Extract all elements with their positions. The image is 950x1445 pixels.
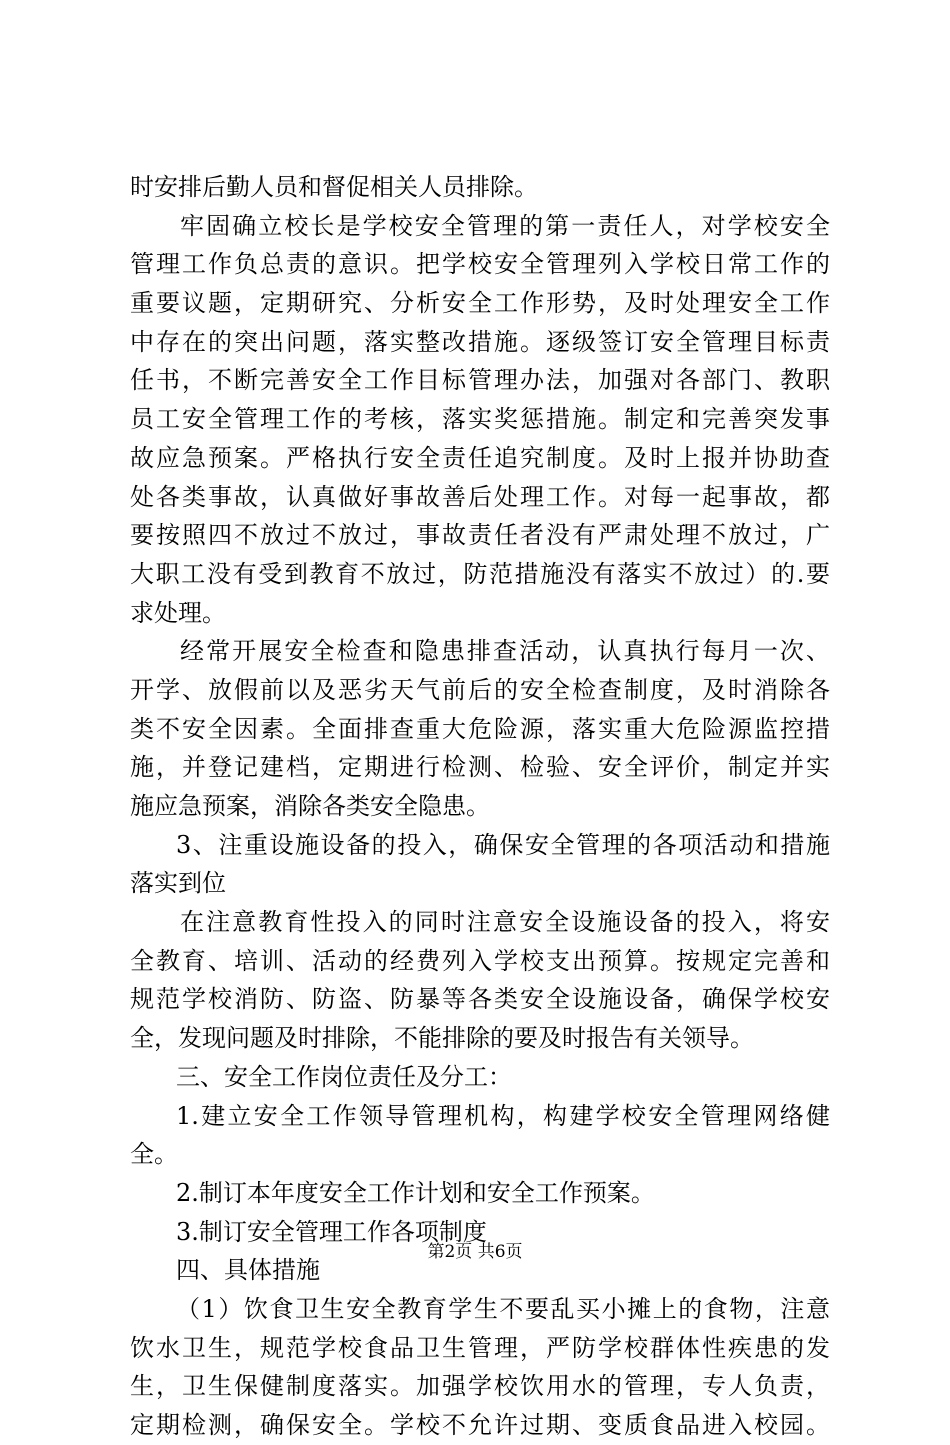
- text-line: 在注意教育性投入的同时注意安全设施设备的投入，将安: [180, 908, 830, 937]
- text-line: 3、注重设施设备的投入，确保安全管理的各项活动和措施: [176, 830, 830, 859]
- text-line: 员工安全管理工作的考核，落实奖惩措施。制定和完善突发事: [130, 405, 830, 434]
- text-line: 1.建立安全工作领导管理机构，构建学校安全管理网络健: [176, 1101, 830, 1130]
- text-line: 开学、放假前以及恶劣天气前后的安全检查制度，及时消除各: [130, 675, 830, 704]
- text-line: 落实到位: [130, 869, 226, 898]
- text-line: 重要议题，定期研究、分析安全工作形势，及时处理安全工作: [130, 289, 830, 318]
- text-line: 3.制订安全管理工作各项制度: [176, 1217, 487, 1246]
- text-line: 管理工作负总责的意识。把学校安全管理列入学校日常工作的: [130, 250, 830, 279]
- text-line: 施应急预案，消除各类安全隐患。: [130, 792, 490, 820]
- text-line: 施，并登记建档，定期进行检测、检验、安全评价，制定并实: [130, 753, 830, 782]
- text-line: 故应急预案。严格执行安全责任追究制度。及时上报并协助查: [130, 443, 830, 472]
- text-line: 四、具体措施: [176, 1256, 320, 1285]
- text-line: （1）饮食卫生安全教育学生不要乱买小摊上的食物，注意: [176, 1294, 830, 1323]
- text-line: 生，卫生保健制度落实。加强学校饮用水的管理，专人负责，: [130, 1372, 830, 1401]
- text-line: 中存在的突出问题，落实整改措施。逐级签订安全管理目标责: [130, 327, 830, 356]
- text-line: 时安排后勤人员和督促相关人员排除。: [130, 173, 538, 201]
- text-line: 规范学校消防、防盗、防暴等各类安全设施设备，确保学校安: [130, 985, 830, 1014]
- text-line: 要按照四不放过不放过，事故责任者没有严肃处理不放过，广: [130, 521, 830, 550]
- text-line: 全教育、培训、活动的经费列入学校支出预算。按规定完善和: [130, 946, 830, 975]
- text-line: 三、安全工作岗位责任及分工：: [176, 1062, 512, 1091]
- text-line: 牢固确立校长是学校安全管理的第一责任人，对学校安全: [180, 211, 830, 240]
- text-line: 全，发现问题及时排除，不能排除的要及时报告有关领导。: [130, 1024, 754, 1053]
- text-line: 全。: [130, 1140, 178, 1169]
- text-line: 任书，不断完善安全工作目标管理办法，加强对各部门、教职: [130, 366, 830, 395]
- text-line: 求处理。: [130, 598, 226, 627]
- page-number-footer: 第2页 共6页: [427, 1242, 523, 1262]
- text-line: 定期检测，确保安全。学校不允许过期、变质食品进入校园。: [130, 1411, 830, 1439]
- text-line: 处各类事故，认真做好事故善后处理工作。对每一起事故，都: [130, 482, 830, 511]
- text-line: 经常开展安全检查和隐患排查活动，认真执行每月一次、: [180, 637, 830, 666]
- text-line: 大职工没有受到教育不放过，防范措施没有落实不放过）的.要: [130, 559, 830, 588]
- text-line: 饮水卫生，规范学校食品卫生管理，严防学校群体性疾患的发: [130, 1333, 830, 1362]
- text-line: 2.制订本年度安全工作计划和安全工作预案。: [176, 1178, 655, 1207]
- text-line: 类不安全因素。全面排查重大危险源，落实重大危险源监控措: [130, 714, 830, 743]
